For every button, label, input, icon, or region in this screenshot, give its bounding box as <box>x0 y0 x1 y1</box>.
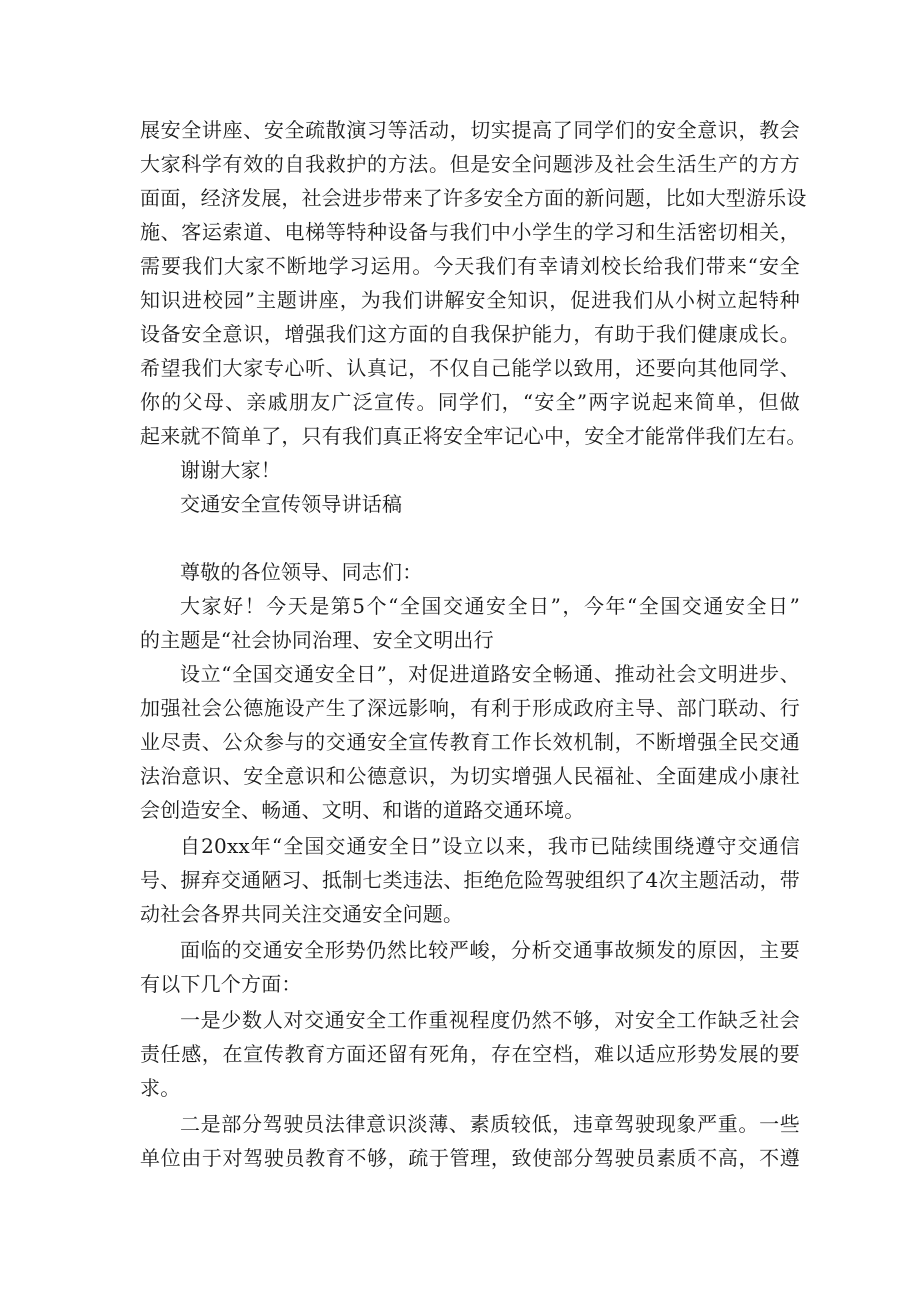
text-line: 号、摒弃交通陋习、抵制七类违法、拒绝危险驾驶组织了4次主题活动，带 <box>140 868 800 892</box>
text-line: 求。 <box>140 1076 181 1100</box>
text-line: 施、客运索道、电梯等特种设备与我们中小学生的学习和生活密切相关， <box>140 220 800 244</box>
text-line: 你的父母、亲戚朋友广泛宣传。同学们，“安全”两字说起来简单，但做 <box>140 390 800 414</box>
text-line: 动社会各界共同关注交通安全问题。 <box>140 902 464 926</box>
text-line: 面面，经济发展，社会进步带来了许多安全方面的新问题，比如大型游乐设 <box>140 186 807 210</box>
text-line: 加强社会公德施设产生了深远影响，有利于形成政府主导、部门联动、行 <box>140 696 800 720</box>
text-line: 设立“全国交通安全日”，对促进道路安全畅通、推动社会文明进步、 <box>180 662 800 686</box>
text-line: 面临的交通安全形势仍然比较严峻，分析交通事故频发的原因，主要 <box>180 938 800 962</box>
text-line: 会创造安全、畅通、文明、和谐的道路交通环境。 <box>140 798 585 822</box>
text-line: 展安全讲座、安全疏散演习等活动，切实提高了同学们的安全意识，教会 <box>140 118 800 142</box>
text-line: 自20xx年“全国交通安全日”设立以来，我市已陆续围绕遵守交通信 <box>180 834 800 858</box>
section-title: 交通安全宣传领导讲话稿 <box>180 492 403 516</box>
salutation: 尊敬的各位领导、同志们： <box>180 560 423 584</box>
text-line: 起来就不简单了，只有我们真正将安全牢记心中，安全才能常伴我们左右。 <box>140 424 807 448</box>
text-line: 需要我们大家不断地学习运用。今天我们有幸请刘校长给我们带来“安全 <box>140 254 800 278</box>
text-line: 的主题是“社会协同治理、安全文明出行 <box>140 628 494 652</box>
text-line: 二是部分驾驶员法律意识淡薄、素质较低，违章驾驶现象严重。一些 <box>180 1112 800 1136</box>
text-line: 业尽责、公众参与的交通安全宣传教育工作长效机制，不断增强全民交通 <box>140 730 800 754</box>
text-line: 知识进校园”主题讲座，为我们讲解安全知识，促进我们从小树立起特种 <box>140 288 800 312</box>
text-line: 有以下几个方面： <box>140 972 302 996</box>
closing-thanks: 谢谢大家！ <box>180 458 281 482</box>
text-line: 法治意识、安全意识和公德意识，为切实增强人民福祉、全面建成小康社 <box>140 764 800 788</box>
text-line: 设备安全意识，增强我们这方面的自我保护能力，有助于我们健康成长。 <box>140 322 800 346</box>
text-line: 责任感，在宣传教育方面还留有死角，存在空档，难以适应形势发展的要 <box>140 1042 800 1066</box>
text-line: 一是少数人对交通安全工作重视程度仍然不够，对安全工作缺乏社会 <box>180 1008 800 1032</box>
text-line: 单位由于对驾驶员教育不够，疏于管理，致使部分驾驶员素质不高，不遵 <box>140 1146 800 1170</box>
text-line: 大家好！今天是第5个“全国交通安全日”，今年“全国交通安全日” <box>180 594 800 618</box>
text-line: 大家科学有效的自我救护的方法。但是安全问题涉及社会生活生产的方方 <box>140 152 800 176</box>
text-line: 希望我们大家专心听、认真记，不仅自己能学以致用，还要向其他同学、 <box>140 356 800 380</box>
